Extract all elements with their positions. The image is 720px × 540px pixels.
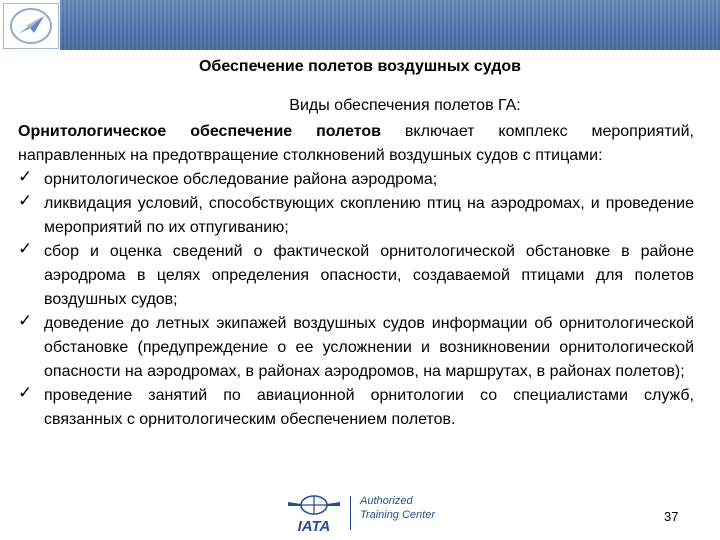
header-logo: [3, 3, 59, 49]
list-item: [18, 312, 694, 384]
list-item-text: проведение занятий по авиационной орнитологии со специалистами служб, связанных с орнитологическим обеспечением полетов.: [44, 387, 694, 428]
training-center-label: [360, 494, 435, 522]
header-stripe-shade: [60, 0, 720, 50]
checkmark-icon: ✓: [18, 311, 33, 331]
list-item: [18, 240, 694, 312]
checkmark-icon: ✓: [18, 191, 33, 211]
page-number: 37: [664, 509, 679, 524]
intro-paragraph: [18, 120, 694, 168]
iata-logo-text: IATA: [297, 518, 331, 534]
list-item: [18, 168, 694, 192]
intro-bold-term: Орнитологическое обеспечение полетов: [18, 123, 382, 140]
plane-in-circle-icon: [4, 4, 58, 48]
checkmark-icon: ✓: [18, 167, 33, 187]
footer: [0, 488, 720, 540]
intro-text: включает комплекс мероприятий, направленных на предотвращение столкновений воздушных судов с птицами:: [18, 123, 694, 164]
checkmark-icon: ✓: [18, 239, 33, 259]
checkmark-icon: ✓: [18, 383, 33, 403]
atc-line-2: Training Center: [360, 509, 435, 521]
header-band: [0, 0, 720, 50]
slide-title: Обеспечение полетов воздушных судов: [198, 58, 522, 75]
list-item-text: ликвидация условий, способствующих скоплению птиц на аэродромах, и проведение мероприятий по их отпугиванию;: [44, 195, 694, 236]
list-item: [18, 192, 694, 240]
list-item-text: доведение до летных экипажей воздушных судов информации об орнитологической обстановке (предупреждение о ее усложнении и возникновении орнитологической опасности на аэродромах, в районах аэродромов, на маршрутах, в районах полетов);: [44, 315, 694, 380]
list-item: [18, 384, 694, 432]
iata-globe-logo: [284, 494, 344, 534]
measures-list: [18, 168, 694, 432]
list-item-text: сбор и оценка сведений о фактической орнитологической обстановке в районе аэродрома в целях определения опасности, создаваемой птицами для полетов воздушных судов;: [44, 243, 694, 308]
slide-body: [18, 120, 694, 432]
slide-subtitle: Виды обеспечения полетов ГА:: [289, 97, 521, 114]
list-item-text: орнитологическое обследование района аэродрома;: [44, 171, 438, 188]
footer-divider: [350, 496, 351, 530]
atc-line-1: Authorized: [360, 495, 413, 507]
